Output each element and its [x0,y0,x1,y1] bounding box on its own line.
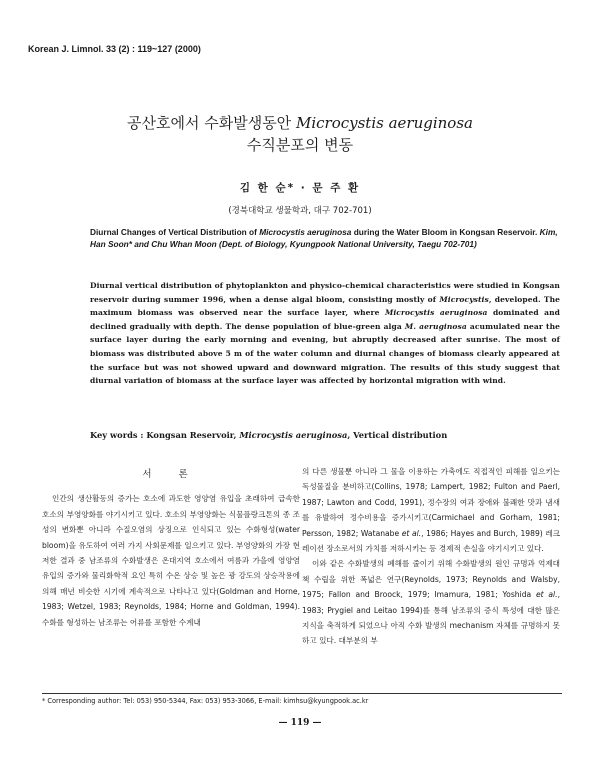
body-paragraph: 인간의 생산활동의 증가는 호소에 과도한 영양염 유입을 초래하여 급속한 호소의 부영양화를 야기시키고 있다. 호소의 부영양화는 식물플랑크톤의 종 조성의 변화뿐 아니라 수질오염의 상징으로 인식되고 있는 수화형성(water bloom)을 유도하여 여러 가지 사회문제를 일으키고 있다. 부영양화의 가장 현저한 결과 중 남조류의 수화발생은 온대지역 호소에서 여름과 가을에 영양염 유입의 증가와 물리화학적 요인 특히 수온 상승 및 높은 광 강도의 상승작용에 의해 매년 비슷한 시기에 계속적으로 나타나고 있다(Goldman and Horne, 1983; Wetzel, 1983; Reynolds, 1984; Horne and Goldman, 1994). 수화를 형성하는 남조류는 어류를 포함한 수계내 [42,494,300,627]
abstract-text: , developed. The maximum biomass was observed near the surface layer, where [90,294,560,318]
keyword-species: Microcystis aeruginosa [239,430,348,440]
body-paragraph [302,556,560,648]
author-affiliation: (경북대학교 생물학과, 대구 702-701) [228,206,372,216]
paper-title-line-2: 수직분포의 변동 [246,136,354,154]
english-title-part2: during the Water Bloom in Kongsan Reservoir. [351,227,540,237]
english-title-affiliation: (Dept. of Biology, Kyungpook National University, Taegu 702-701) [216,239,477,249]
section-heading-introduction: 서 론 [142,469,200,480]
keyword: Kongsan Reservoir, [146,430,240,440]
abstract-species: Microcystis aeruginosa [384,308,488,318]
footnote-divider [42,693,562,694]
title-korean-part: 공산호에서 수화발생동안 [127,114,292,132]
abstract-species: M. aeruginosa [404,321,467,331]
body-paragraph [302,464,560,556]
title-species-name: Microcystis aeruginosa [295,114,473,132]
english-title-part1: Diurnal Changes of Vertical Distribution of [90,227,260,237]
body-text-italic: et al. [401,528,422,538]
abstract-species: Microcystis [439,294,489,304]
english-title-species: Microcystis aeruginosa [259,227,352,237]
journal-citation: Korean J. Limnol. 33 (2) : 119~127 (2000) [28,44,201,54]
abstract [90,279,560,388]
body-text: , 1983; Prygiel and Leitao 1994)를 통해 남조류의 증식 특성에 대한 많은 지식을 축적하게 되었으나 아직 수화 발생의 mechanism 자체를 규명하지 못하고 있다. 대부분의 부 [302,590,560,646]
page-number: — 119 — [278,718,322,728]
corresponding-author-footnote: * Corresponding author: Tel: 053) 950-5344, Fax: 053) 953-3066, E-mail: kimhsu@kyungpook.ac.kr [42,697,369,705]
english-title-block [90,226,570,250]
abstract-text: dominated and declined gradually with depth. The dense population of blue-green alga [90,308,560,331]
author-names: 김 한 순* · 문 주 환 [239,182,361,194]
body-text: , 1986; Hayes and Burch, 1989) 레크레이션 장소로서의 가치를 저하시키는 등 경제적 손실을 야기시키고 있다. [302,528,560,554]
keywords [90,430,570,440]
keywords-label: Key words : [90,430,147,440]
abstract-text: acumulated near the surface layer during the early morning and evening, but abruptly decreased after sunrise. The most of biomass was distributed above 5 m of the water column and diurnal changes of biomass clearly appeared at the surface but was not showed upward and downward migration. The results of this study suggest that diurnal variation of biomass at the surface layer was affected by horizontal migration with wind. [90,321,561,386]
abstract-text: Diurnal vertical distribution of phytoplankton and physico-chemical characteristics were studied in Kongsan reservoir during summer 1996, when a dense algal bloom, consisting mostly of [90,281,560,304]
body-column-left [42,467,300,630]
body-text: 의 다른 생물뿐 아니라 그 물을 이용하는 가축에도 직접적인 피해를 일으키는 독성물질을 분비하고(Collins, 1978; Lampert, 1982; Fulton and Paerl, 1987; Lawton and Codd, 1991), 정수장의 여과 장애와 불쾌한 맛과 냄새를 유발하여 정수비용을 증가시키고(Carmichael and Gorham, 1981; Persson, 1982; Watanabe [302,467,560,538]
body-text: 이와 같은 수화발생의 폐해를 줄이기 위해 수화발생의 원인 규명과 억제대책 수립을 위한 폭넓은 연구(Reynolds, 1973; Reynolds and Walsby, 1975; Fallon and Broock, 1979; Imamura, 1981; Yoshida [302,559,560,600]
paper-title-line-1 [40,112,560,134]
keyword: , Vertical distribution [347,430,448,440]
body-text-italic: et al. [535,590,558,600]
body-column-right [302,464,560,649]
english-title-authors: Kim, Han Soon* and Chu Whan Moon [90,227,558,249]
